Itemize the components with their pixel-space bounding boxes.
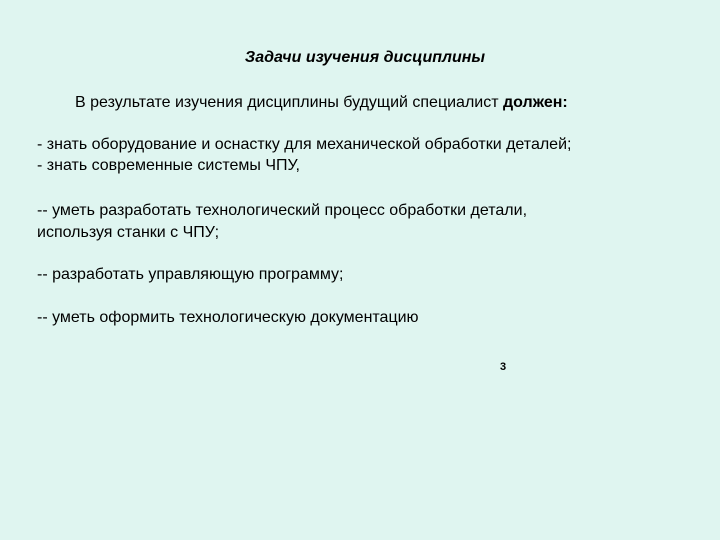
slide-title: Задачи изучения дисциплины: [244, 49, 486, 66]
intro-text-bold: должен:: [503, 94, 568, 111]
task-item-5: -- уметь оформить технологическую документацию: [37, 309, 419, 326]
page-number: 3: [500, 361, 507, 373]
task-item-3: -- уметь разработать технологический процесс обработки детали,: [37, 202, 528, 219]
task-item-2: - знать современные системы ЧПУ,: [37, 157, 300, 174]
task-item-1: - знать оборудование и оснастку для механической обработки деталей;: [37, 136, 572, 153]
intro-text: [75, 94, 568, 112]
task-item-3-continuation: используя станки с ЧПУ;: [37, 224, 220, 241]
task-item-4: -- разработать управляющую программу;: [37, 266, 344, 283]
intro-text-regular: В результате изучения дисциплины будущий специалист: [75, 94, 503, 111]
